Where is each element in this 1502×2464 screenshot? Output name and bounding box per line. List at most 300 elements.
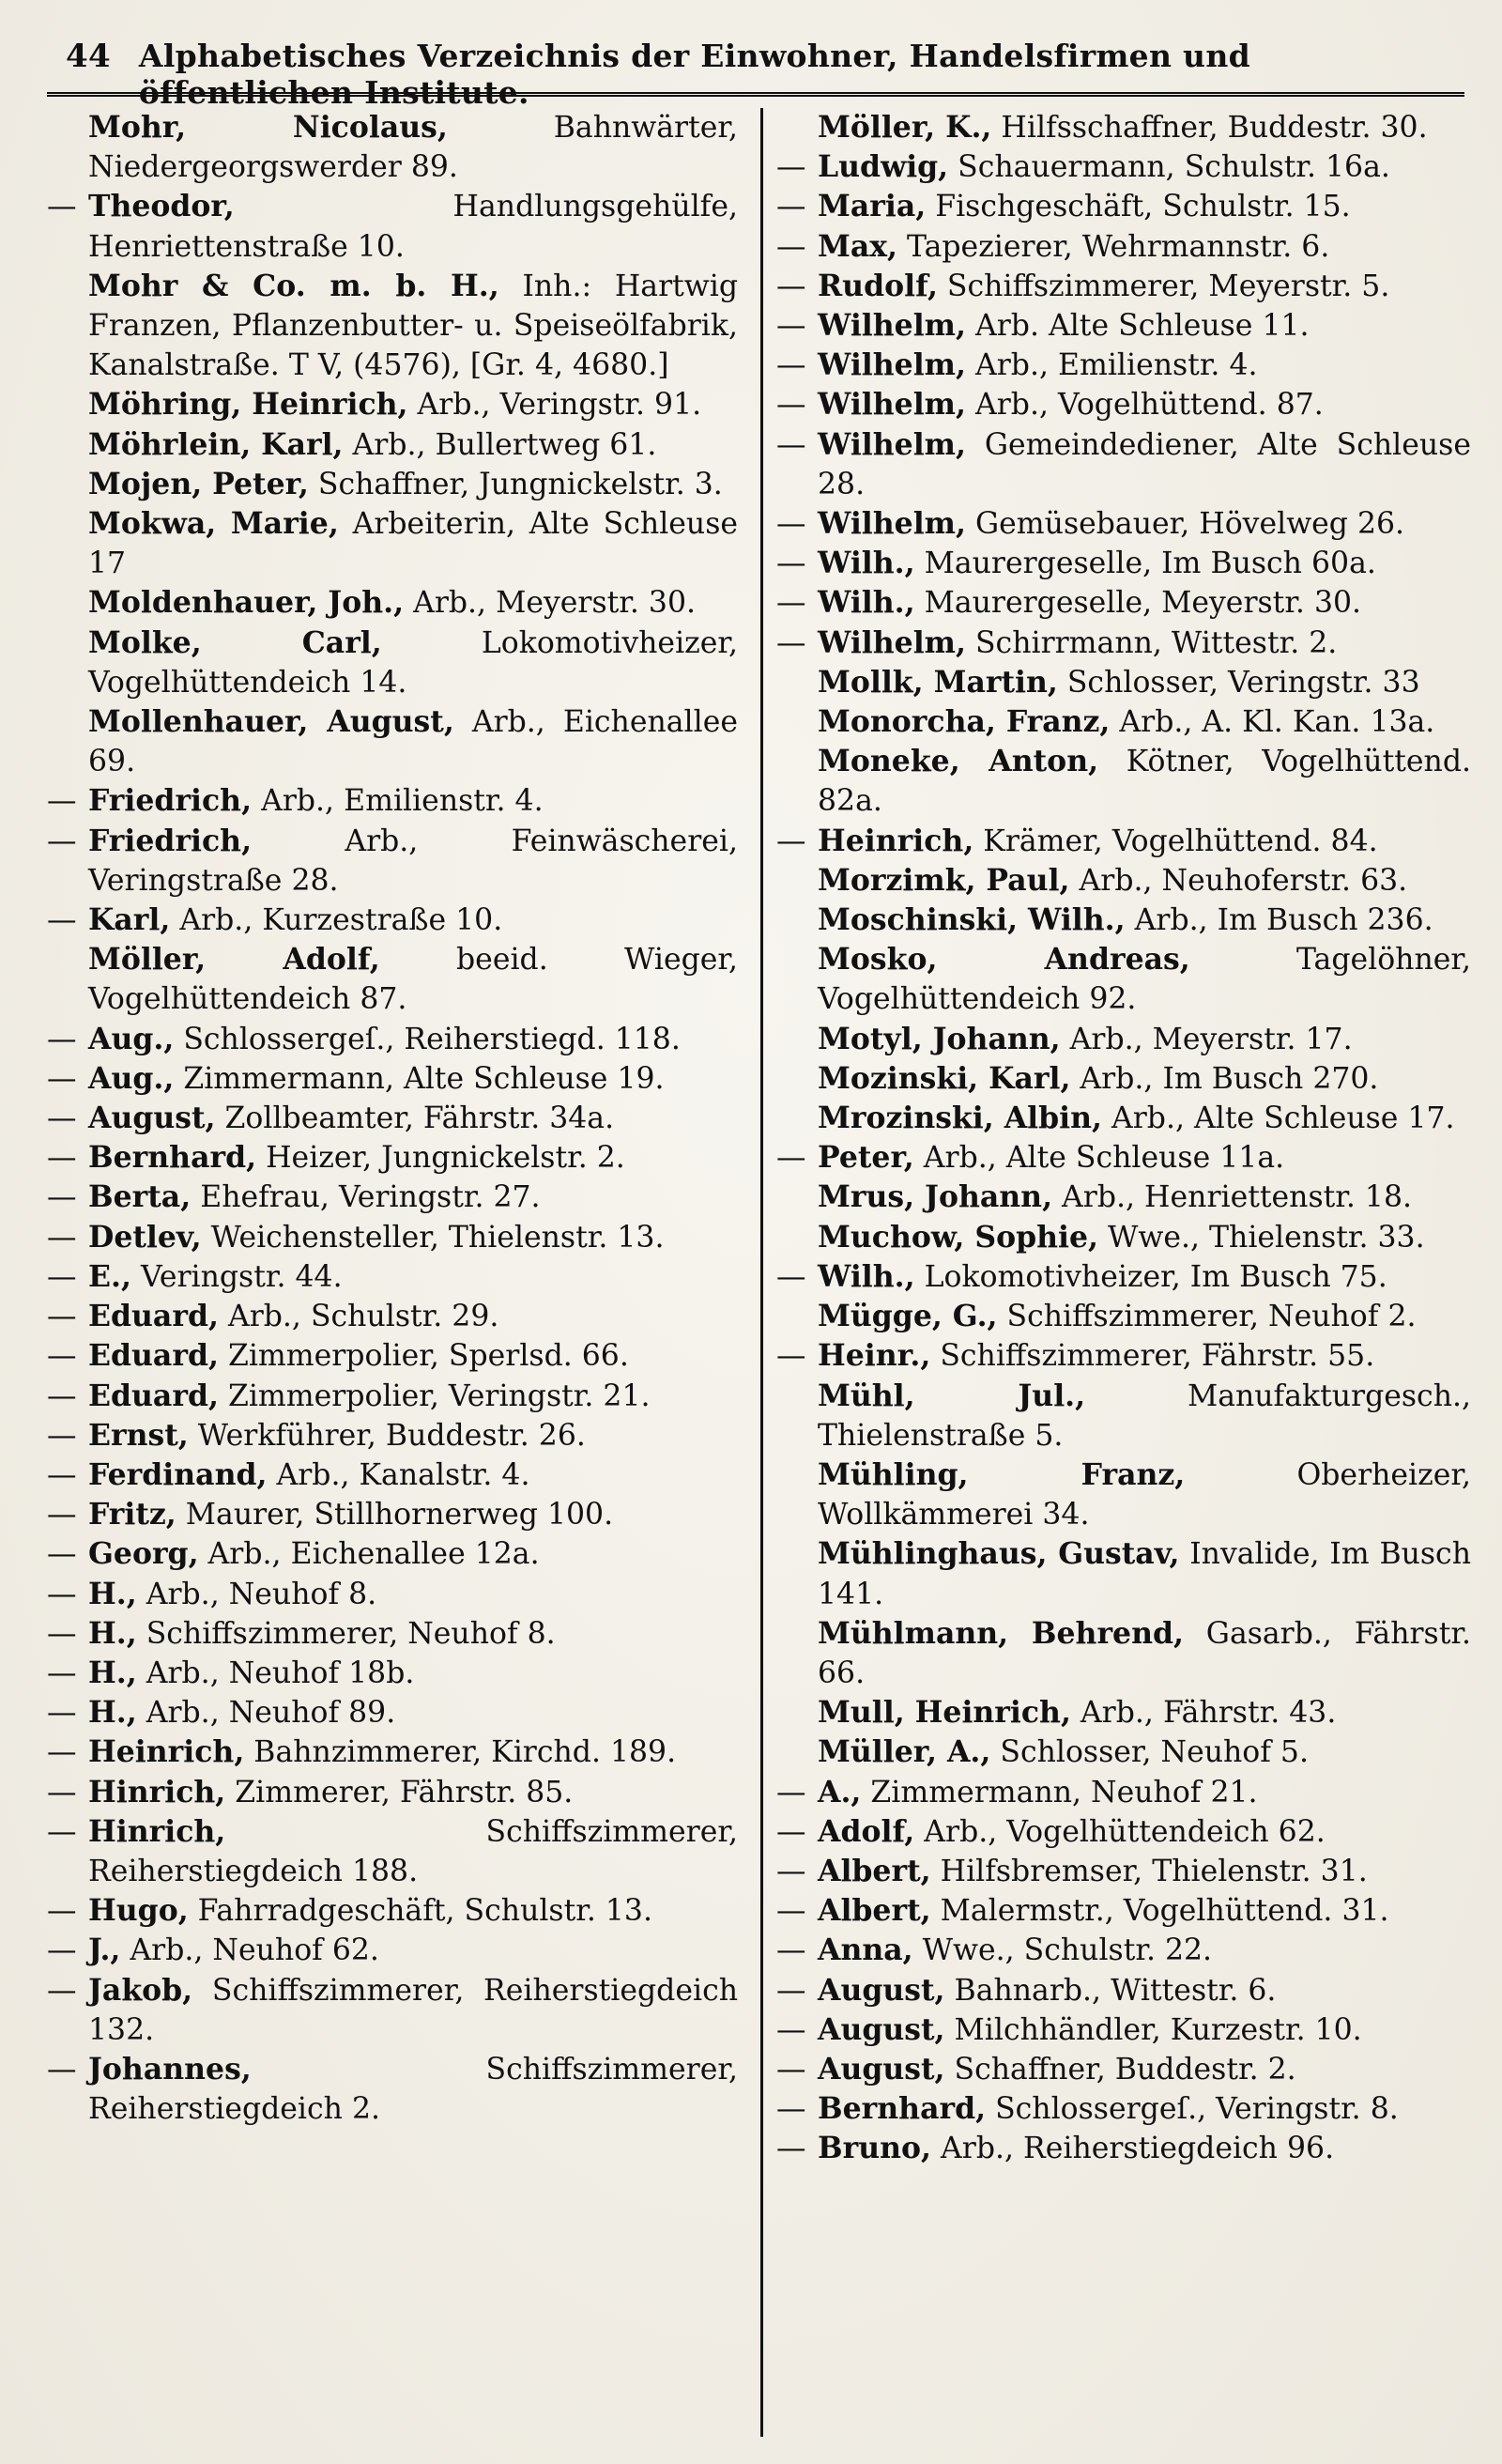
entry-name: Albert, <box>818 1853 931 1888</box>
entry-details: Gemüsebauer, Hövelweg 26. <box>965 507 1405 542</box>
entry-prefix: — <box>776 1339 806 1374</box>
entry-details: Oberheizer, Wollkämmerei 34. <box>818 1457 1471 1532</box>
entry-name: Wilh., <box>818 546 915 581</box>
entry-prefix: — <box>47 190 77 224</box>
entry-details: Maurer, Stillhornerweg 100. <box>176 1498 614 1532</box>
directory-entry <box>47 1297 738 1336</box>
entry-details: Weichensteller, Thielenstr. 13. <box>201 1220 665 1255</box>
entry-name: Mollk, Martin, <box>818 664 1058 700</box>
directory-entry <box>47 1575 738 1614</box>
entry-prefix: — <box>47 1022 77 1056</box>
entry-details: Schirrmann, Wittestr. 2. <box>965 625 1338 660</box>
entry-prefix: — <box>776 824 806 858</box>
entry-prefix: — <box>776 388 806 423</box>
entry-details: Arb., Bullertweg 61. <box>343 427 657 462</box>
directory-entry <box>47 425 738 465</box>
entry-name: Morzimk, Paul, <box>818 862 1070 898</box>
entry-prefix: — <box>47 1616 77 1651</box>
entry-prefix: — <box>776 2132 806 2166</box>
entry-name: Ludwig, <box>818 149 949 185</box>
entry-name: H., <box>88 1695 137 1731</box>
entry-name: Molke, Carl, <box>88 624 382 660</box>
page-number: 44 <box>66 38 111 75</box>
entry-name: H., <box>88 1655 137 1690</box>
directory-entry <box>776 147 1471 187</box>
entry-details: Schlossergeſ., Veringstr. 8. <box>986 2092 1399 2127</box>
entry-prefix: — <box>47 1259 77 1294</box>
entry-name: Motyl, Johann, <box>818 1021 1061 1056</box>
entry-prefix: — <box>47 1101 77 1136</box>
entry-name: Müller, A., <box>818 1734 991 1770</box>
entry-details: Bahnzimmerer, Kirchd. 189. <box>244 1735 677 1770</box>
directory-entry <box>47 108 738 187</box>
directory-entry <box>776 1773 1471 1812</box>
entry-name: Fritz, <box>88 1497 176 1532</box>
directory-entry <box>47 1020 738 1059</box>
directory-entry <box>776 544 1471 583</box>
entry-details: Arb., Schulstr. 29. <box>218 1300 499 1334</box>
directory-entry <box>47 702 738 781</box>
entry-details: Hilfsbremser, Thielenstr. 31. <box>930 1854 1368 1888</box>
entry-prefix: — <box>47 824 77 858</box>
entry-details: Inh.: Hartwig Franzen, Pflanzenbutter- u. Speiseölfabrik, Kanalstraße. T V, (4576), [Gr. 4, 4680.] <box>88 269 738 383</box>
entry-name: H., <box>88 1615 137 1651</box>
page-header <box>47 38 1464 111</box>
directory-entry <box>47 385 738 424</box>
entry-name: Mull, Heinrich, <box>818 1695 1071 1731</box>
directory-entry <box>47 781 738 821</box>
directory-columns <box>47 108 1472 2437</box>
entry-name: Möller, K., <box>818 110 992 145</box>
directory-entry <box>776 1614 1471 1693</box>
entry-details: Schaffner, Jungnickelstr. 3. <box>308 467 723 501</box>
entry-name: Bernhard, <box>818 2091 987 2127</box>
directory-entry <box>776 1059 1471 1099</box>
directory-entry <box>47 1099 738 1138</box>
entry-name: H., <box>88 1576 137 1611</box>
entry-name: Möller, Adolf, <box>88 942 380 978</box>
entry-details: Ehefrau, Veringstr. 27. <box>191 1180 541 1215</box>
entry-name: Peter, <box>818 1140 914 1176</box>
entry-name: Anna, <box>818 1933 913 1968</box>
directory-entry <box>776 1812 1471 1852</box>
entry-details: Arb., Meyerstr. 17. <box>1060 1022 1353 1056</box>
entry-details: Arb., Emilienstr. 4. <box>965 348 1258 383</box>
entry-prefix: — <box>47 1339 77 1374</box>
entry-details: Arb., Henriettenstr. 18. <box>1052 1180 1413 1215</box>
directory-entry <box>776 346 1471 385</box>
entry-details: Bahnwärter, Niedergeorgswerder 89. <box>88 111 738 185</box>
directory-entry <box>776 2050 1471 2089</box>
entry-details: Arb., Vogelhüttendeich 62. <box>914 1814 1326 1849</box>
entry-details: Arbeiterin, Alte Schleuse 17 <box>88 507 739 581</box>
entry-name: Detlev, <box>88 1219 202 1255</box>
entry-prefix: — <box>47 1933 77 1968</box>
directory-entry <box>47 1931 738 1970</box>
entry-name: August, <box>818 2011 945 2047</box>
directory-entry <box>776 1732 1471 1772</box>
entry-prefix: — <box>776 309 806 344</box>
entry-prefix: — <box>776 586 806 621</box>
directory-entry <box>47 1416 738 1455</box>
entry-name: Hinrich, <box>88 1774 226 1810</box>
entry-details: Arb., Neuhof 89. <box>136 1696 396 1731</box>
entry-name: Max, <box>818 228 898 264</box>
directory-entry <box>47 1218 738 1257</box>
entry-prefix: — <box>47 903 77 938</box>
directory-entry <box>47 1971 738 2050</box>
directory-entry <box>776 2129 1471 2168</box>
directory-entry <box>47 1693 738 1732</box>
entry-name: Mosko, Andreas, <box>818 942 1190 978</box>
entry-prefix: — <box>47 1775 77 1810</box>
directory-entry <box>776 822 1471 861</box>
directory-entry <box>776 1891 1471 1931</box>
entry-name: Jakob, <box>88 1972 193 2008</box>
entry-prefix: — <box>776 1814 806 1849</box>
entry-name: Moldenhauer, Joh., <box>88 585 405 621</box>
directory-entry <box>47 1336 738 1376</box>
directory-entry <box>776 187 1471 226</box>
entry-name: Wilhelm, <box>818 426 966 462</box>
directory-entry <box>776 1336 1471 1376</box>
directory-entry <box>47 940 738 1019</box>
entry-name: Mohr, Nicolaus, <box>88 110 448 145</box>
entry-name: Theodor, <box>88 189 235 224</box>
entry-prefix: — <box>776 150 806 185</box>
entry-details: Schlossergeſ., Reiherstiegd. 118. <box>174 1022 681 1056</box>
entry-details: Krämer, Vogelhüttend. 84. <box>973 824 1378 858</box>
entry-details: beeid. Wieger, Vogelhüttendeich 87. <box>88 943 739 1017</box>
entry-details: Manufakturgesch., Thielenstraße 5. <box>818 1378 1472 1453</box>
directory-entry <box>47 1377 738 1416</box>
entry-name: Eduard, <box>88 1378 219 1413</box>
entry-prefix: — <box>47 1735 77 1770</box>
directory-entry <box>776 1138 1471 1178</box>
entry-details: Lokomotivheizer, Im Busch 75. <box>914 1259 1387 1294</box>
directory-entry <box>776 742 1471 821</box>
entry-name: Mügge, G., <box>818 1299 998 1334</box>
directory-entry <box>47 822 738 901</box>
entry-prefix: — <box>47 1696 77 1731</box>
entry-name: E., <box>88 1258 131 1294</box>
directory-entry <box>47 1495 738 1534</box>
entry-name: Mokwa, Marie, <box>88 506 339 542</box>
right-column <box>776 108 1471 2437</box>
entry-prefix: — <box>776 1259 806 1294</box>
directory-entry <box>776 624 1471 663</box>
entry-details: Heizer, Jungnickelstr. 2. <box>256 1141 625 1176</box>
entry-details: Veringstr. 44. <box>130 1259 343 1294</box>
entry-name: Wilhelm, <box>818 624 966 660</box>
directory-entry <box>776 1377 1471 1455</box>
directory-entry <box>776 108 1471 147</box>
directory-entry <box>47 504 738 583</box>
entry-prefix: — <box>47 1378 77 1413</box>
entry-details: Hilfsschaffner, Buddestr. 30. <box>991 111 1428 145</box>
entry-name: J., <box>88 1933 121 1968</box>
entry-name: Monorcha, Franz, <box>818 704 1111 740</box>
entry-name: Heinr., <box>818 1338 931 1374</box>
entry-prefix: — <box>47 1498 77 1532</box>
entry-prefix: — <box>776 507 806 542</box>
entry-name: Johannes, <box>88 2051 252 2087</box>
directory-entry <box>47 1732 738 1772</box>
directory-entry <box>47 624 738 702</box>
entry-details: Arb. Alte Schleuse 11. <box>965 309 1310 344</box>
directory-entry <box>47 267 738 386</box>
entry-details: Zimmerpolier, Sperlsd. 66. <box>218 1339 629 1374</box>
entry-details: Schiffszimmerer, Fährstr. 55. <box>930 1339 1375 1374</box>
directory-entry <box>776 1971 1471 2010</box>
entry-name: Georg, <box>88 1536 199 1572</box>
entry-prefix: — <box>47 1457 77 1492</box>
entry-prefix: — <box>776 625 806 660</box>
entry-details: Arb., Alte Schleuse 11a. <box>913 1141 1285 1176</box>
entry-name: Maria, <box>818 189 927 224</box>
entry-details: Milchhändler, Kurzestr. 10. <box>944 2012 1362 2047</box>
entry-details: Arb., Eichenallee 69. <box>88 705 738 779</box>
entry-prefix: — <box>776 2092 806 2127</box>
entry-details: Arb., Reiherstiegdeich 96. <box>931 2132 1335 2166</box>
directory-entry <box>776 2089 1471 2129</box>
entry-name: Albert, <box>818 1893 931 1929</box>
entry-details: Arb., Emilienstr. 4. <box>252 784 544 819</box>
entry-details: Schaffner, Buddestr. 2. <box>944 2052 1296 2087</box>
entry-prefix: — <box>776 2052 806 2087</box>
entry-name: Wilh., <box>818 585 915 621</box>
entry-name: Friedrich, <box>88 783 253 819</box>
directory-entry <box>776 1178 1471 1217</box>
entry-details: Zimmerpolier, Veringstr. 21. <box>218 1378 651 1413</box>
entry-prefix: — <box>776 547 806 581</box>
entry-details: Arb., Kurzestraße 10. <box>170 903 503 938</box>
directory-entry <box>776 1455 1471 1534</box>
entry-prefix: — <box>47 1537 77 1572</box>
entry-details: Arb., Meyerstr. 30. <box>404 586 697 621</box>
directory-entry <box>776 702 1471 742</box>
directory-entry <box>47 465 738 504</box>
entry-name: Mühlmann, Behrend, <box>818 1615 1184 1651</box>
entry-prefix: — <box>776 2012 806 2047</box>
directory-entry <box>47 1654 738 1693</box>
entry-details: Lokomotivheizer, Vogelhüttendeich 14. <box>88 625 738 700</box>
entry-details: Schiffszimmerer, Meyerstr. 5. <box>937 269 1390 303</box>
entry-name: Wilh., <box>818 1258 915 1294</box>
directory-entry <box>776 1931 1471 1970</box>
entry-name: Wilhelm, <box>818 308 966 344</box>
entry-name: Aug., <box>88 1060 175 1096</box>
directory-entry <box>776 901 1471 940</box>
directory-entry <box>47 1178 738 1217</box>
directory-entry <box>776 227 1471 267</box>
directory-entry <box>47 583 738 623</box>
entry-details: Arb., Im Busch 270. <box>1070 1061 1379 1096</box>
entry-details: Fahrradgeschäft, Schulstr. 13. <box>188 1894 652 1929</box>
entry-prefix: — <box>776 1894 806 1929</box>
entry-details: Kötner, Vogelhüttend. 82a. <box>818 745 1471 819</box>
entry-details: Arb., A. Kl. Kan. 13a. <box>1110 705 1435 740</box>
entry-details: Gasarb., Fährstr. 66. <box>818 1616 1471 1690</box>
directory-entry <box>776 1534 1471 1613</box>
directory-entry <box>47 1455 738 1495</box>
directory-entry <box>776 306 1471 346</box>
entry-details: Arb., Im Busch 236. <box>1125 903 1433 938</box>
entry-name: A., <box>818 1774 862 1810</box>
entry-details: Tagelöhner, Vogelhüttendeich 92. <box>818 943 1471 1017</box>
entry-name: Wilhelm, <box>818 387 966 423</box>
entry-details: Wwe., Schulstr. 22. <box>912 1933 1213 1968</box>
directory-entry <box>776 267 1471 306</box>
entry-prefix: — <box>776 1141 806 1176</box>
entry-name: Mozinski, Karl, <box>818 1060 1071 1096</box>
entry-details: Tapezierer, Wehrmannstr. 6. <box>897 229 1330 264</box>
entry-name: Mrus, Johann, <box>818 1179 1053 1215</box>
directory-entry <box>47 1812 738 1891</box>
directory-entry <box>776 940 1471 1019</box>
entry-details: Schlosser, Veringstr. 33 <box>1057 665 1420 700</box>
entry-details: Handlungsgehülfe, Henriettenstraße 10. <box>88 190 738 264</box>
directory-entry <box>47 901 738 940</box>
entry-prefix: — <box>47 1814 77 1849</box>
left-column <box>47 108 751 2437</box>
entry-name: Möhrlein, Karl, <box>88 426 344 462</box>
entry-prefix: — <box>776 427 806 462</box>
directory-entry <box>776 504 1471 544</box>
entry-prefix: — <box>776 1933 806 1968</box>
entry-prefix: — <box>47 1973 77 2008</box>
entry-name: Moneke, Anton, <box>818 744 1099 779</box>
entry-name: Karl, <box>88 902 171 938</box>
entry-details: Zimmermann, Neuhof 21. <box>861 1775 1258 1810</box>
entry-name: Eduard, <box>88 1299 219 1334</box>
directory-entry <box>47 2050 738 2129</box>
entry-details: Malermstr., Vogelhüttend. 31. <box>930 1894 1389 1929</box>
entry-name: Muchow, Sophie, <box>818 1219 1099 1255</box>
entry-name: Hugo, <box>88 1893 189 1929</box>
entry-prefix: — <box>47 1180 77 1215</box>
entry-details: Arb., Fährstr. 43. <box>1070 1696 1337 1731</box>
entry-details: Bahnarb., Wittestr. 6. <box>944 1973 1277 2008</box>
entry-name: August, <box>88 1101 216 1136</box>
entry-prefix: — <box>776 348 806 383</box>
entry-prefix: — <box>776 229 806 264</box>
directory-entry <box>47 1891 738 1931</box>
entry-prefix: — <box>47 1656 77 1690</box>
entry-details: Arb., Neuhof 18b. <box>136 1656 415 1690</box>
entry-name: August, <box>818 2051 945 2087</box>
entry-name: Aug., <box>88 1021 175 1056</box>
entry-name: Ernst, <box>88 1417 189 1453</box>
entry-details: Zimmerer, Fährstr. 85. <box>225 1775 574 1810</box>
entry-name: Möhring, Heinrich, <box>88 387 408 423</box>
directory-entry <box>47 1614 738 1654</box>
entry-prefix: — <box>47 784 77 819</box>
entry-details: Wwe., Thielenstr. 33. <box>1098 1220 1425 1255</box>
entry-name: Mühl, Jul., <box>818 1378 1086 1413</box>
entry-details: Maurergeselle, Im Busch 60a. <box>914 547 1376 581</box>
directory-entry <box>47 1257 738 1297</box>
entry-name: Friedrich, <box>88 823 253 858</box>
entry-details: Zollbeamter, Fährstr. 34a. <box>215 1101 615 1136</box>
directory-entry <box>776 1852 1471 1891</box>
directory-entry <box>776 385 1471 424</box>
entry-name: Berta, <box>88 1179 192 1215</box>
entry-name: August, <box>818 1972 945 2008</box>
directory-entry <box>776 663 1471 702</box>
entry-name: Heinrich, <box>818 823 974 858</box>
directory-entry <box>776 1099 1471 1138</box>
entry-details: Schiffszimmerer, Neuhof 8. <box>136 1616 556 1651</box>
entry-details: Invalide, Im Busch 141. <box>818 1537 1471 1611</box>
entry-details: Arb., Eichenallee 12a. <box>198 1537 540 1572</box>
entry-details: Arb., Vogelhüttend. 87. <box>965 388 1324 423</box>
entry-name: Bernhard, <box>88 1140 257 1176</box>
directory-entry <box>776 2010 1471 2050</box>
entry-details: Arb., Kanalstr. 4. <box>267 1457 530 1492</box>
entry-details: Werkführer, Buddestr. 26. <box>188 1418 586 1453</box>
directory-entry <box>776 1020 1471 1059</box>
entry-name: Wilhelm, <box>818 347 966 383</box>
entry-name: Adolf, <box>818 1813 915 1849</box>
entry-name: Heinrich, <box>88 1734 245 1770</box>
entry-details: Schauermann, Schulstr. 16a. <box>948 150 1390 185</box>
entry-prefix: — <box>47 1577 77 1611</box>
entry-prefix: — <box>47 1061 77 1096</box>
directory-entry <box>776 1218 1471 1257</box>
entry-prefix: — <box>47 1894 77 1929</box>
entry-name: Mollenhauer, August, <box>88 704 454 740</box>
entry-prefix: — <box>47 1418 77 1453</box>
entry-details: Arb., Neuhoferstr. 63. <box>1069 863 1408 898</box>
entry-name: Moschinski, Wilh., <box>818 902 1126 938</box>
directory-entry <box>776 1693 1471 1732</box>
entry-prefix: — <box>47 1220 77 1255</box>
directory-entry <box>47 1059 738 1099</box>
entry-details: Maurergeselle, Meyerstr. 30. <box>914 586 1362 621</box>
directory-entry <box>47 1534 738 1574</box>
entry-details: Arb., Neuhof 8. <box>136 1577 377 1611</box>
entry-name: Mohr & Co. m. b. H., <box>88 268 499 303</box>
entry-details: Schiffszimmerer, Reiherstiegdeich 2. <box>88 2052 738 2127</box>
entry-prefix: — <box>47 2052 77 2087</box>
entry-details: Schlosser, Neuhof 5. <box>990 1735 1309 1770</box>
entry-details: Arb., Alte Schleuse 17. <box>1101 1101 1455 1136</box>
entry-name: Wilhelm, <box>818 506 966 542</box>
entry-details: Gemeindediener, Alte Schleuse 28. <box>818 427 1471 501</box>
entry-details: Arb., Neuhof 62. <box>120 1933 379 1968</box>
entry-prefix: — <box>776 190 806 224</box>
entry-details: Schiffszimmerer, Neuhof 2. <box>997 1300 1417 1334</box>
entry-details: Arb., Veringstr. 91. <box>407 388 702 423</box>
column-divider <box>760 108 763 2437</box>
entry-name: Mojen, Peter, <box>88 466 309 501</box>
directory-entry <box>776 861 1471 901</box>
entry-details: Arb., Feinwäscherei, Veringstraße 28. <box>88 824 738 898</box>
entry-prefix: — <box>776 1854 806 1888</box>
entry-prefix: — <box>776 269 806 303</box>
entry-name: Bruno, <box>818 2131 932 2166</box>
entry-details: Schiffszimmerer, Reiherstiegdeich 132. <box>88 1973 738 2047</box>
entry-name: Mühling, Franz, <box>818 1456 1186 1492</box>
directory-entry <box>47 1138 738 1178</box>
entry-name: Ferdinand, <box>88 1456 268 1492</box>
entry-name: Mühlinghaus, Gustav, <box>818 1536 1180 1572</box>
entry-details: Schiffszimmerer, Reiherstiegdeich 188. <box>88 1814 738 1888</box>
directory-entry <box>776 1257 1471 1297</box>
entry-details: Zimmermann, Alte Schleuse 19. <box>174 1061 665 1096</box>
entry-name: Hinrich, <box>88 1813 226 1849</box>
